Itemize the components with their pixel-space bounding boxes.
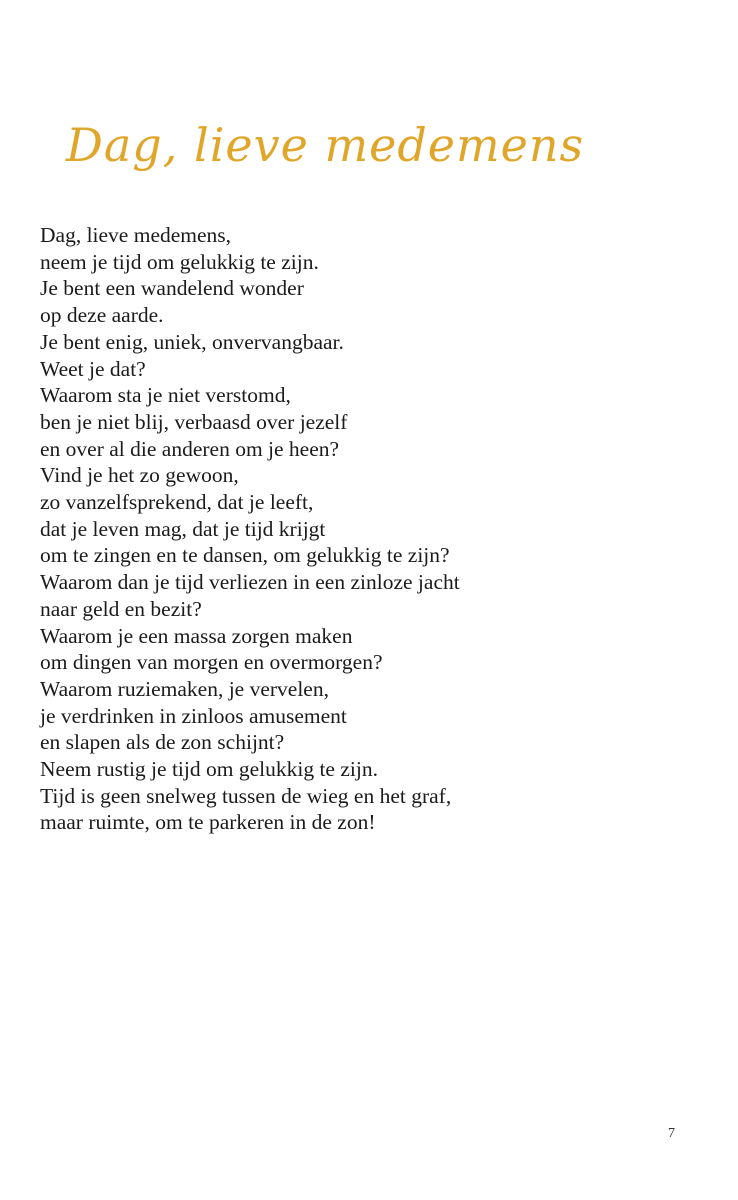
page-number: 7 xyxy=(668,1126,675,1141)
poem-line: en slapen als de zon schijnt? xyxy=(40,730,285,755)
poem-line: dat je leven mag, dat je tijd krijgt xyxy=(40,516,326,541)
poem-line: naar geld en bezit? xyxy=(40,596,202,621)
poem-line: zo vanzelfsprekend, dat je leeft, xyxy=(40,490,314,515)
poem-line: Tijd is geen snelweg tussen de wieg en het graf, xyxy=(40,783,452,808)
poem-line: Dag, lieve medemens, xyxy=(40,223,232,247)
poem-title: Dag, lieve medemens xyxy=(66,118,585,172)
poem-line: Waarom je een massa zorgen maken xyxy=(40,623,353,648)
poem-line: Vind je het zo gewoon, xyxy=(40,463,239,488)
poem-line: Neem rustig je tijd om gelukkig te zijn. xyxy=(40,757,378,782)
poem-body xyxy=(40,222,460,836)
poem-line: Waarom dan je tijd verliezen in een zinloze jacht xyxy=(40,570,460,595)
poem-line: Je bent een wandelend wonder xyxy=(40,276,304,301)
poem-line: Waarom ruziemaken, je vervelen, xyxy=(40,676,329,701)
poem-line: Je bent enig, uniek, onvervangbaar. xyxy=(40,329,344,354)
poem-line: je verdrinken in zinloos amusement xyxy=(40,703,347,728)
poem-line: en over al die anderen om je heen? xyxy=(40,436,340,461)
poem-line: maar ruimte, om te parkeren in de zon! xyxy=(40,810,376,835)
poem-line: Weet je dat? xyxy=(40,356,146,381)
poem-line: ben je niet blij, verbaasd over jezelf xyxy=(40,409,348,434)
poem-line: om te zingen en te dansen, om gelukkig te zijn? xyxy=(40,543,450,568)
poem-line: op deze aarde. xyxy=(40,303,164,328)
poem-line: om dingen van morgen en overmorgen? xyxy=(40,650,383,675)
poem-line: Waarom sta je niet verstomd, xyxy=(40,383,291,408)
poem-line: neem je tijd om gelukkig te zijn. xyxy=(40,249,319,274)
